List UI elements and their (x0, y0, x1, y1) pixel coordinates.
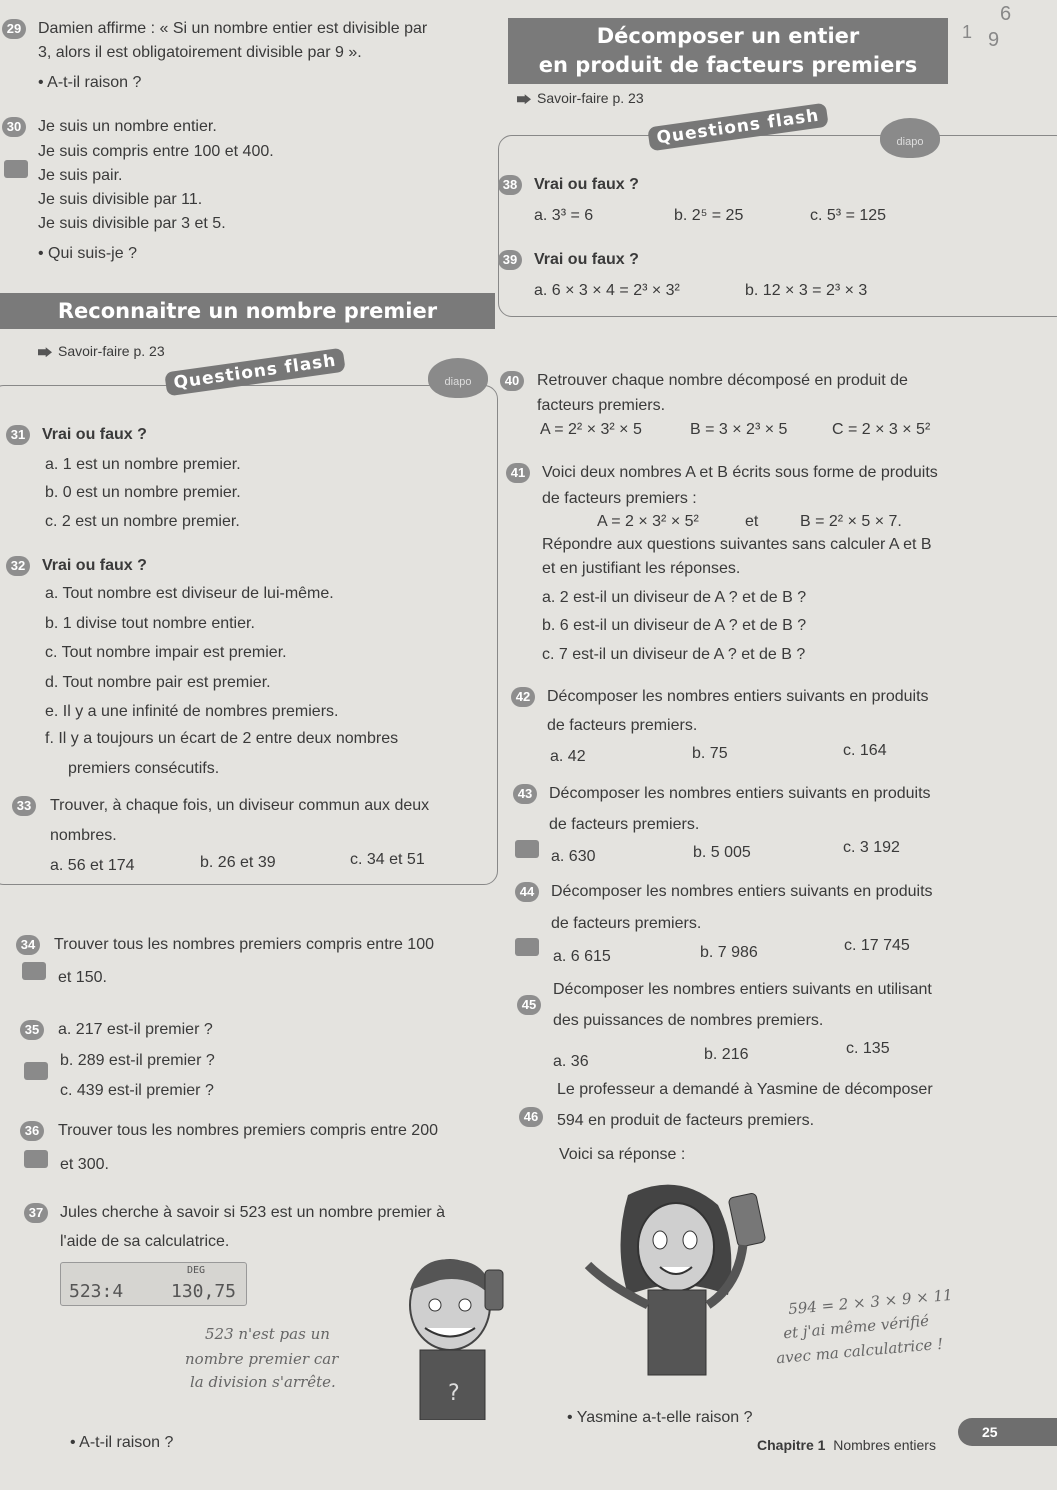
questions-flash-badge: Questions flash (164, 348, 345, 397)
q45-a: a. 36 (553, 1053, 589, 1070)
savoir-faire-link-right[interactable] (517, 88, 644, 108)
q40-C: C = 2 × 3 × 5² (832, 421, 931, 438)
q41-A: A = 2 × 3² × 5² (597, 513, 699, 530)
q43-line2: de facteurs premiers. (549, 816, 700, 833)
q44-a: a. 6 615 (553, 948, 611, 965)
footer-chapter-title: Nombres entiers (833, 1437, 936, 1453)
exercise-number: 43 (513, 784, 537, 804)
exercise-number: 45 (517, 995, 541, 1015)
corner-mark-six: 6 (1000, 3, 1012, 25)
q30-line3: Je suis pair. (38, 167, 123, 184)
calculator-screen (60, 1262, 247, 1306)
diapo-label: diapo (896, 136, 924, 148)
calculator-expression: 523:4 (69, 1281, 124, 1302)
footer-chapter-number: Chapitre 1 (757, 1437, 826, 1453)
exercise-number: 36 (20, 1121, 44, 1141)
q40-A: A = 2² × 3² × 5 (540, 421, 642, 438)
section-title-line2: en produit de facteurs premiers (538, 53, 918, 77)
q41-B: B = 2² × 5 × 7. (800, 513, 902, 530)
q41-line1: Voici deux nombres A et B écrits sous forme de produits (542, 464, 938, 481)
q29-line2: 3, alors il est obligatoirement divisible par 9 ». (38, 44, 362, 61)
q41-line2: de facteurs premiers : (542, 490, 697, 507)
questions-flash-badge: Questions flash (647, 103, 828, 152)
q40-B: B = 3 × 2³ × 5 (690, 421, 788, 438)
q36-line1: Trouver tous les nombres premiers compris entre 200 (58, 1122, 438, 1139)
q33-a: a. 56 et 174 (50, 857, 135, 874)
yasmine-answer-line1: 594 = 2 × 3 × 9 × 11 (787, 1285, 954, 1319)
q32-b: b. 1 divise tout nombre entier. (45, 615, 255, 632)
q44-c: c. 17 745 (844, 937, 910, 954)
exercise-number: 32 (6, 556, 30, 576)
exercise-number: 35 (20, 1020, 44, 1040)
q38-a: a. 3³ = 6 (534, 207, 594, 224)
q33-line2: nombres. (50, 827, 117, 844)
q38-b: b. 2⁵ = 25 (674, 207, 744, 224)
jules-bubble-line3: la division s'arrête. (190, 1373, 336, 1391)
yasmine-answer-line3: avec ma calculatrice ! (775, 1334, 944, 1368)
difficulty-icon (24, 1150, 48, 1168)
q42-c: c. 164 (843, 742, 887, 759)
q30-question: • Qui suis-je ? (38, 245, 137, 262)
q32-f-line2: premiers consécutifs. (68, 760, 220, 777)
q41-et: et (745, 513, 759, 530)
q41-line3: Répondre aux questions suivantes sans calculer A et B (542, 536, 932, 553)
q33-b: b. 26 et 39 (200, 854, 276, 871)
q35-a: a. 217 est-il premier ? (58, 1021, 213, 1038)
q30-line4: Je suis divisible par 11. (38, 191, 203, 208)
q39-a: a. 6 × 3 × 4 = 2³ × 3² (534, 282, 680, 299)
q35-c: c. 439 est-il premier ? (60, 1082, 214, 1099)
q32-title: Vrai ou faux ? (42, 557, 147, 574)
exercise-number: 30 (2, 117, 26, 137)
q42-b: b. 75 (692, 745, 728, 762)
q34-line1: Trouver tous les nombres premiers compris entre 100 (54, 936, 434, 953)
exercise-number: 42 (511, 687, 535, 707)
footer-chapter (757, 1435, 936, 1455)
q46-line3: Voici sa réponse : (559, 1146, 686, 1163)
q45-line2: des puissances de nombres premiers. (553, 1012, 824, 1029)
savoir-faire-link-left[interactable] (38, 341, 165, 361)
calculator-icon (515, 938, 539, 956)
q31-title: Vrai ou faux ? (42, 426, 147, 443)
exercise-number: 31 (6, 425, 30, 445)
exercise-number: 37 (24, 1203, 48, 1223)
q41-a: a. 2 est-il un diviseur de A ? et de B ? (542, 589, 807, 606)
q43-c: c. 3 192 (843, 839, 900, 856)
savoir-faire-label: Savoir-faire p. 23 (537, 90, 644, 106)
diapo-icon[interactable] (428, 358, 488, 398)
page-number: 25 (982, 1424, 998, 1440)
jules-bubble-line1: 523 n'est pas un (205, 1325, 330, 1343)
q30-line5: Je suis divisible par 3 et 5. (38, 215, 226, 232)
diapo-label: diapo (444, 376, 472, 388)
jules-bubble-line2: nombre premier car (185, 1350, 339, 1368)
q42-a: a. 42 (550, 748, 586, 765)
q40-line1: Retrouver chaque nombre décomposé en produit de (537, 372, 908, 389)
q44-b: b. 7 986 (700, 944, 758, 961)
q32-e: e. Il y a une infinité de nombres premiers. (45, 703, 339, 720)
q41-line4: et en justifiant les réponses. (542, 560, 741, 577)
q46-line1: Le professeur a demandé à Yasmine de décomposer (557, 1081, 933, 1098)
q37-question: • A-t-il raison ? (70, 1434, 174, 1451)
diapo-icon[interactable] (880, 118, 940, 158)
q29-question: • A-t-il raison ? (38, 74, 142, 91)
exercise-number: 34 (16, 935, 40, 955)
q44-line2: de facteurs premiers. (551, 915, 702, 932)
savoir-faire-label: Savoir-faire p. 23 (58, 343, 165, 359)
calculator-result: 130,75 (171, 1281, 237, 1302)
exercise-number: 46 (519, 1107, 543, 1127)
q32-c: c. Tout nombre impair est premier. (45, 644, 287, 661)
exercise-number: 41 (506, 463, 530, 483)
exercise-number: 40 (500, 371, 524, 391)
calculator-icon (515, 840, 539, 858)
exercise-number: 29 (2, 19, 26, 39)
q45-line1: Décomposer les nombres entiers suivants en utilisant (553, 981, 932, 998)
q46-line2: 594 en produit de facteurs premiers. (557, 1112, 815, 1129)
q42-line2: de facteurs premiers. (547, 717, 698, 734)
section-title-decompose (508, 18, 948, 84)
q30-line1: Je suis un nombre entier. (38, 118, 217, 135)
q36-line2: et 300. (60, 1156, 109, 1173)
jules-character-illustration (380, 1250, 530, 1420)
q35-b: b. 289 est-il premier ? (60, 1052, 215, 1069)
q43-b: b. 5 005 (693, 844, 751, 861)
q33-c: c. 34 et 51 (350, 851, 425, 868)
arrow-icon (38, 347, 52, 357)
q45-c: c. 135 (846, 1040, 890, 1057)
q43-line1: Décomposer les nombres entiers suivants en produits (549, 785, 931, 802)
q32-f-line1: f. Il y a toujours un écart de 2 entre deux nombres (45, 730, 399, 747)
q41-b: b. 6 est-il un diviseur de A ? et de B ? (542, 617, 807, 634)
exercise-number: 39 (498, 250, 522, 270)
exercise-number: 33 (12, 796, 36, 816)
q29-line1: Damien affirme : « Si un nombre entier est divisible par (38, 20, 428, 37)
q39-title: Vrai ou faux ? (534, 251, 639, 268)
q37-line1: Jules cherche à savoir si 523 est un nombre premier à (60, 1204, 446, 1221)
q45-b: b. 216 (704, 1046, 749, 1063)
q37-line2: l'aide de sa calculatrice. (60, 1233, 230, 1250)
difficulty-icon (22, 962, 46, 980)
q38-c: c. 5³ = 125 (810, 207, 887, 224)
exercise-number: 38 (498, 175, 522, 195)
q31-b: b. 0 est un nombre premier. (45, 484, 241, 501)
q33-line1: Trouver, à chaque fois, un diviseur commun aux deux (50, 797, 430, 814)
page-number-tab (958, 1418, 1057, 1446)
difficulty-icon (4, 160, 28, 178)
q32-d: d. Tout nombre pair est premier. (45, 674, 271, 691)
section-title-line1: Décomposer un entier (596, 24, 860, 48)
q31-a: a. 1 est un nombre premier. (45, 456, 241, 473)
q42-line1: Décomposer les nombres entiers suivants en produits (547, 688, 929, 705)
q46-question: • Yasmine a-t-elle raison ? (567, 1409, 753, 1426)
q30-line2: Je suis compris entre 100 et 400. (38, 143, 274, 160)
svg-text:?: ? (448, 1381, 460, 1406)
yasmine-answer-line2: et j'ai même vérifié (782, 1311, 930, 1343)
exercise-number: 44 (515, 882, 539, 902)
q39-b: b. 12 × 3 = 2³ × 3 (745, 282, 868, 299)
q32-a: a. Tout nombre est diviseur de lui-même. (45, 585, 334, 602)
yasmine-character-illustration (568, 1175, 788, 1410)
q44-line1: Décomposer les nombres entiers suivants en produits (551, 883, 933, 900)
q41-c: c. 7 est-il un diviseur de A ? et de B ? (542, 646, 806, 663)
section-title-prime: Reconnaitre un nombre premier (0, 293, 495, 329)
difficulty-icon (24, 1062, 48, 1080)
calculator-mode: DEG (187, 1265, 206, 1276)
q34-line2: et 150. (58, 969, 107, 986)
corner-mark-nine: 9 (988, 29, 1000, 51)
q43-a: a. 630 (551, 848, 596, 865)
q31-c: c. 2 est un nombre premier. (45, 513, 240, 530)
arrow-icon (517, 94, 531, 104)
q38-title: Vrai ou faux ? (534, 176, 639, 193)
q40-line2: facteurs premiers. (537, 397, 666, 414)
corner-mark-one: 1 (962, 22, 973, 42)
